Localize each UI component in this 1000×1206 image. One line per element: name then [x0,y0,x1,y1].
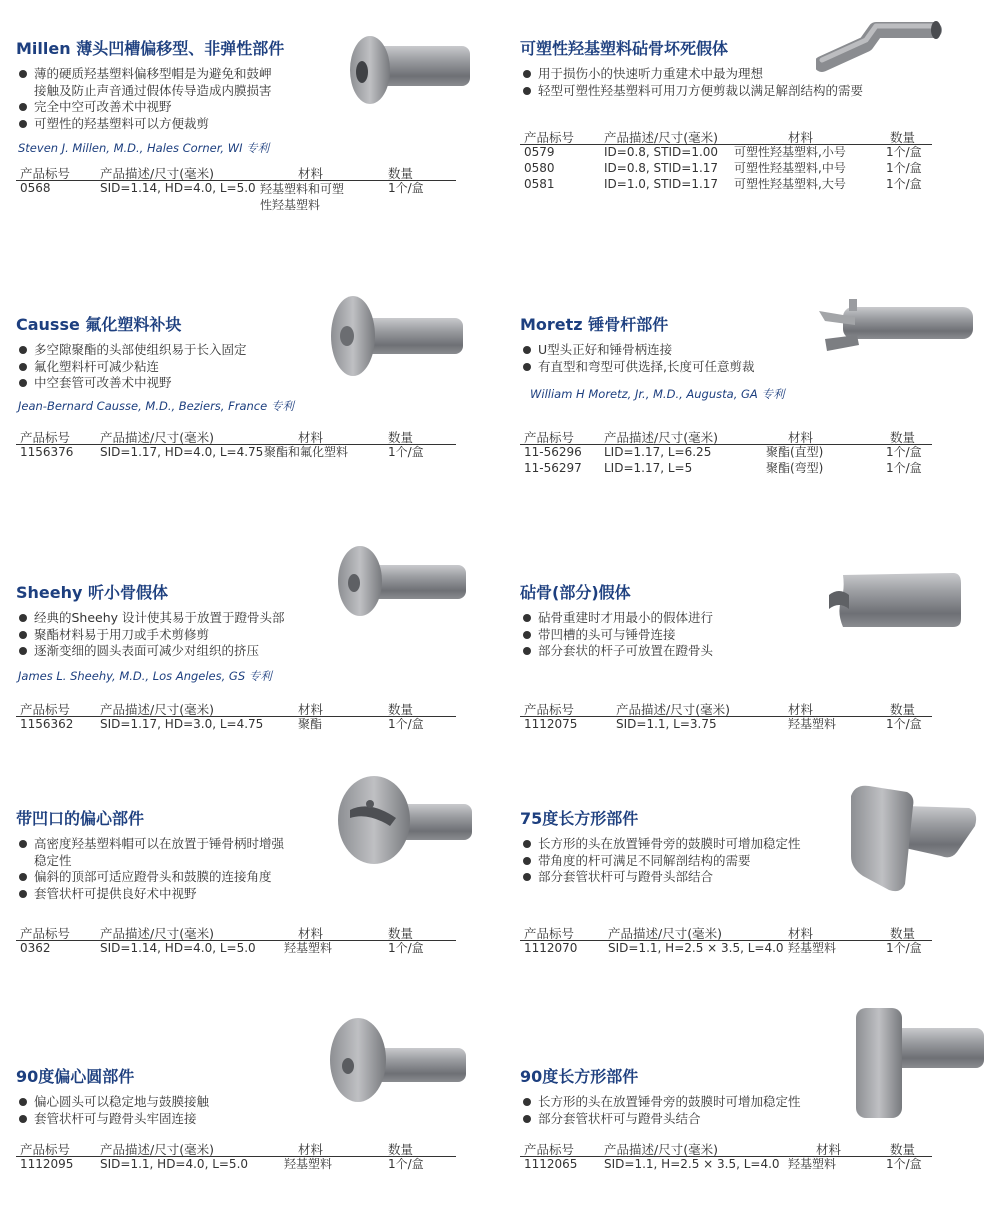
cell-desc: SID=1.14, HD=4.0, L=5.0 [100,181,256,195]
feature-item: 带角度的杆可满足不同解剖结构的需要 [520,853,801,870]
cell-qty: 1个/盒 [388,445,424,459]
header-code: 产品标号 [20,926,71,941]
feature-item: 长方形的头在放置锤骨旁的鼓膜时可增加稳定性 [520,836,801,853]
feature-list [520,610,713,660]
header-code: 产品标号 [524,130,575,145]
spec-header [520,700,932,717]
header-code: 产品标号 [20,702,71,717]
cell-desc: ID=0.8, STID=1.17 [604,161,719,175]
patent-credit: Jean-Bernard Causse, M.D., Beziers, France 专利 [18,399,294,413]
cell-desc: LID=1.17, L=5 [604,461,693,475]
product-title: Millen 薄头凹槽偏移型、非弹性部件 [16,39,285,58]
header-code: 产品标号 [20,430,71,445]
cell-qty: 1个/盒 [388,1157,424,1171]
feature-item: 部分套状的杆子可放置在蹬骨头 [520,643,713,660]
header-qty: 数量 [388,702,414,717]
cell-code: 1112070 [524,941,578,955]
header-material: 材料 [298,1142,324,1157]
spec-header [520,128,932,145]
feature-item: 有直型和弯型可供选择,长度可任意剪裁 [520,359,754,376]
feature-item: U型头正好和锤骨柄连接 [520,342,754,359]
header-desc: 产品描述/尺寸(毫米) [100,166,214,181]
header-qty: 数量 [388,430,414,445]
header-code: 产品标号 [524,1142,575,1157]
header-code: 产品标号 [20,166,71,181]
header-qty: 数量 [890,926,916,941]
spec-row [16,181,456,215]
feature-item-continuation: 稳定性 [34,852,72,868]
cell-qty: 1个/盒 [886,461,922,475]
feature-list [16,66,272,132]
cell-material: 可塑性羟基塑料,小号 [734,145,846,159]
cell-material: 羟基塑料 [788,717,837,731]
header-material: 材料 [298,430,324,445]
header-material: 材料 [788,130,814,145]
feature-list [16,836,284,902]
cell-code: 0580 [524,161,555,175]
feature-list [16,342,247,392]
feature-item: 轻型可塑性羟基塑料可用刀方便剪裁以满足解剖结构的需要 [520,83,863,100]
eccentric-round-head-icon [322,1014,472,1114]
spec-row [520,941,932,957]
spec-row [520,461,932,477]
spec-row [16,1157,456,1173]
header-code: 产品标号 [524,926,575,941]
cell-qty: 1个/盒 [886,1157,922,1171]
spec-table [520,924,932,957]
spec-table [520,1140,932,1173]
header-desc: 产品描述/尺寸(毫米) [604,1142,718,1157]
header-desc: 产品描述/尺寸(毫米) [608,926,722,941]
feature-item: 高密度羟基塑料帽可以在放置于锤骨柄时增强 [16,836,284,853]
header-qty: 数量 [890,702,916,717]
cell-material: 可塑性羟基塑料,中号 [734,161,846,175]
feature-list [520,342,754,375]
header-qty: 数量 [890,130,916,145]
cell-material: 聚酯 [298,717,323,731]
spec-header [16,428,456,445]
spec-row [520,717,932,733]
cell-desc: ID=0.8, STID=1.00 [604,145,719,159]
feature-item: 偏斜的顶部可适应蹬骨头和鼓膜的连接角度 [16,869,284,886]
spec-row [16,941,456,957]
feature-list [520,66,863,99]
spec-row [520,177,932,193]
cell-qty: 1个/盒 [388,181,424,195]
patent-credit: James L. Sheehy, M.D., Los Angeles, GS 专利 [18,669,272,683]
feature-item: 聚酯材料易于用刀或手术剪修剪 [16,627,285,644]
spec-header [16,924,456,941]
product-title: 可塑性羟基塑料砧骨坏死假体 [520,39,729,58]
cell-code: 0581 [524,177,555,191]
cell-desc: SID=1.1, HD=4.0, L=5.0 [100,1157,249,1171]
feature-item: 逐渐变细的圆头表面可减少对组织的挤压 [16,643,285,660]
product-title: 90度偏心圆部件 [16,1067,135,1086]
header-material: 材料 [788,702,814,717]
cell-desc: ID=1.0, STID=1.17 [604,177,719,191]
feature-item: 用于损伤小的快速听力重建术中最为理想 [520,66,863,83]
bent-tube-icon [816,16,946,76]
offset-notched-piston-icon [340,32,480,112]
spec-row [520,145,932,161]
header-qty: 数量 [388,926,414,941]
cell-material: 羟基塑料 [284,941,333,955]
cell-code: 1112065 [524,1157,578,1171]
product-title: 90度长方形部件 [520,1067,639,1086]
feature-list [16,610,285,660]
spec-header [16,164,456,181]
cell-code: 1112095 [20,1157,74,1171]
spec-table [520,428,932,477]
header-desc: 产品描述/尺寸(毫米) [100,702,214,717]
cell-code: 11-56296 [524,445,582,459]
feature-item: 部分套管状杆可与蹬骨头结合 [520,1111,801,1128]
header-material: 材料 [788,926,814,941]
header-material: 材料 [298,702,324,717]
feature-list [16,1094,209,1127]
cell-code: 0362 [20,941,51,955]
spec-header [520,1140,932,1157]
header-code: 产品标号 [20,1142,71,1157]
spec-table [16,164,456,215]
spec-header [16,700,456,717]
feature-item: 氟化塑料杆可减少粘连 [16,359,247,376]
cell-material: 羟基塑料 [284,1157,333,1171]
cell-qty: 1个/盒 [886,941,922,955]
feature-item: 砧骨重建时才用最小的假体进行 [520,610,713,627]
cell-material: 聚酯(直型) [766,445,824,459]
mushroom-head-piston-icon [325,292,470,382]
spec-row [16,445,456,461]
cell-material: 聚酯和氟化塑料 [264,445,349,459]
spec-header [16,1140,456,1157]
spec-row [16,717,456,733]
feature-item: 经典的Sheehy 设计使其易于放置于蹬骨头部 [16,610,285,627]
header-code: 产品标号 [524,702,575,717]
grooved-cylinder-icon [825,565,965,635]
cell-material: 可塑性羟基塑料,大号 [734,177,846,191]
feature-list [520,836,801,886]
spec-table [16,700,456,733]
cell-qty: 1个/盒 [388,717,424,731]
product-title: Sheehy 听小骨假体 [16,583,169,602]
feature-item: 偏心圆头可以稳定地与鼓膜接触 [16,1094,209,1111]
feature-item: 带凹槽的头可与锤骨连接 [520,627,713,644]
feature-item: 套管状杆可与蹬骨头牢固连接 [16,1111,209,1128]
header-qty: 数量 [890,430,916,445]
patent-credit: William H Moretz, Jr., M.D., Augusta, GA 专利 [530,387,785,401]
cell-qty: 1个/盒 [886,445,922,459]
cell-qty: 1个/盒 [886,177,922,191]
patent-credit: Steven J. Millen, M.D., Hales Corner, WI 专利 [18,141,270,155]
cell-code: 1156362 [20,717,74,731]
cell-desc: SID=1.14, HD=4.0, L=5.0 [100,941,256,955]
cell-material: 聚酯(弯型) [766,461,824,475]
header-material: 材料 [788,430,814,445]
u-head-strut-icon [815,295,980,360]
cell-material: 羟基塑料 [788,941,837,955]
round-head-piston-icon [330,543,475,623]
product-title: 75度长方形部件 [520,809,639,828]
header-qty: 数量 [890,1142,916,1157]
cell-material: 羟基塑料和可塑 性羟基塑料 [260,182,345,212]
feature-item: 多空隙聚酯的头部使组织易于长入固定 [16,342,247,359]
cell-code: 1112075 [524,717,578,731]
spec-table [16,428,456,461]
spec-row [520,445,932,461]
rectangular-head-icon [850,1004,990,1124]
header-desc: 产品描述/尺寸(毫米) [604,130,718,145]
spec-header [520,428,932,445]
feature-item: 部分套管状杆可与蹬骨头部结合 [520,869,801,886]
cell-desc: SID=1.1, H=2.5 × 3.5, L=4.0 [604,1157,780,1171]
feature-item-continuation: 接触及防止声音通过假体传导造成内膜损害 [34,82,272,98]
spec-table [520,128,932,193]
header-qty: 数量 [388,1142,414,1157]
cell-qty: 1个/盒 [886,161,922,175]
spec-table [520,700,932,733]
cell-code: 0579 [524,145,555,159]
angled-rectangular-head-icon [845,776,985,896]
spec-table [16,1140,456,1173]
header-qty: 数量 [388,166,414,181]
header-material: 材料 [298,926,324,941]
spec-row [520,161,932,177]
spec-header [520,924,932,941]
spec-row [520,1157,932,1173]
header-code: 产品标号 [524,430,575,445]
cell-desc: SID=1.1, H=2.5 × 3.5, L=4.0 [608,941,784,955]
product-title: Moretz 锤骨杆部件 [520,315,669,334]
feature-list [520,1094,801,1127]
feature-item: 完全中空可改善术中视野 [16,99,272,116]
header-material: 材料 [298,166,324,181]
header-desc: 产品描述/尺寸(毫米) [100,430,214,445]
header-desc: 产品描述/尺寸(毫米) [100,926,214,941]
feature-item: 薄的硬质羟基塑料偏移型帽是为避免和鼓岬 [16,66,272,83]
cell-code: 0568 [20,181,51,195]
product-title: 带凹口的偏心部件 [16,809,145,828]
notched-eccentric-piston-icon [330,770,480,870]
cell-material: 羟基塑料 [788,1157,837,1171]
feature-item: 长方形的头在放置锤骨旁的鼓膜时可增加稳定性 [520,1094,801,1111]
feature-item: 可塑性的羟基塑料可以方便裁剪 [16,116,272,133]
header-material: 材料 [816,1142,842,1157]
cell-qty: 1个/盒 [388,941,424,955]
cell-qty: 1个/盒 [886,717,922,731]
product-title: Causse 氟化塑料补块 [16,315,182,334]
feature-item: 套管状杆可提供良好术中视野 [16,886,284,903]
cell-qty: 1个/盒 [886,145,922,159]
header-desc: 产品描述/尺寸(毫米) [616,702,730,717]
cell-desc: SID=1.17, HD=3.0, L=4.75 [100,717,264,731]
header-desc: 产品描述/尺寸(毫米) [604,430,718,445]
spec-table [16,924,456,957]
cell-desc: SID=1.1, L=3.75 [616,717,717,731]
cell-code: 11-56297 [524,461,582,475]
cell-code: 1156376 [20,445,74,459]
header-desc: 产品描述/尺寸(毫米) [100,1142,214,1157]
cell-desc: LID=1.17, L=6.25 [604,445,712,459]
product-title: 砧骨(部分)假体 [520,583,631,602]
feature-item: 中空套管可改善术中视野 [16,375,247,392]
cell-desc: SID=1.17, HD=4.0, L=4.75 [100,445,264,459]
